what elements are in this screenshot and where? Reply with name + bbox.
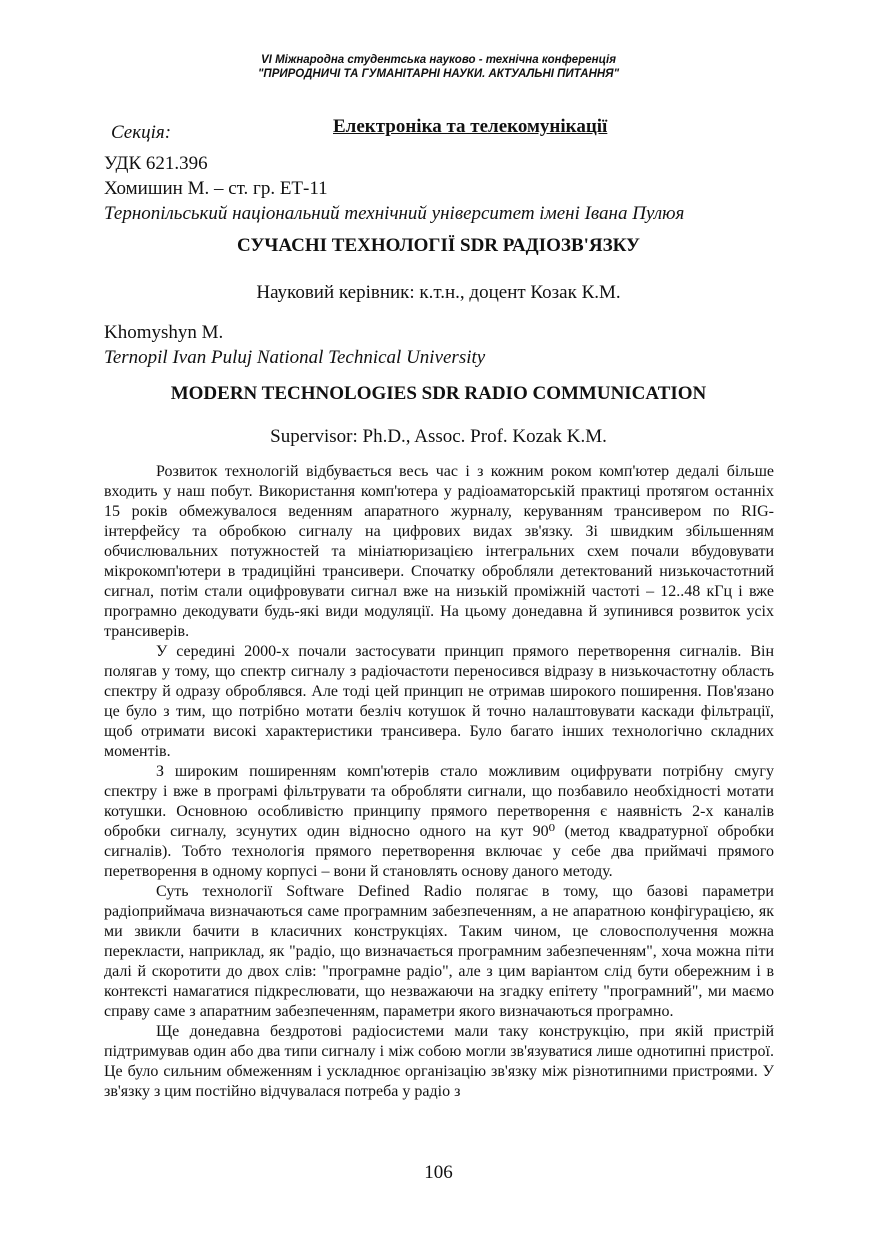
supervisor-ua: Науковий керівник: к.т.н., доцент Козак К.М. xyxy=(256,282,621,303)
body-text xyxy=(104,462,774,1102)
page-number: 106 xyxy=(424,1162,453,1183)
body-paragraph: Суть технології Software Defined Radio полягає в тому, що базові параметри радіоприймача визначаються саме програмним забезпеченням, а не апаратною конфігурацією, як ми звикли бачити в класичних конструкціях. Таким чином, це словосполучення можна перекласти, наприклад, як "радіо, що визначається програмним забезпеченням", хоча можна піти далі й скоротити до двох слів: "програмне радіо", але з цим варіантом слід бути обережним і в контексті намагатися підкреслювати, що незважаючи на згадку епітету "програмний", ми маємо справу саме з апаратним забезпеченням, параметри якого визначаються програмно. xyxy=(104,883,774,1020)
body-paragraph: З широким поширенням комп'ютерів стало можливим оцифрувати потрібну смугу спектру і вже в програмі фільтрувати та обробляти сигнали, що позбавило необхідності мотати котушки. Основною особливістю принципу прямого перетворення є наявність 2-х каналів обробки сигналу, зсунутих один відносно одного на кут 90⁰ (метод квадратурної обробки сигналів). Тобто технологія прямого перетворення включає у себе два приймачі прямого перетворення в одному корпусі – вони й становлять основу даного методу. xyxy=(104,763,774,880)
conference-header-line-1: VI Міжнародна студентська науково - технічна конференція xyxy=(261,54,616,66)
conference-header xyxy=(0,53,877,81)
paper-title-ua: СУЧАСНІ ТЕХНОЛОГІЇ SDR РАДІОЗВ'ЯЗКУ xyxy=(237,235,640,256)
author-block-ua xyxy=(104,151,684,226)
supervisor-en: Supervisor: Ph.D., Assoc. Prof. Kozak K.M. xyxy=(270,426,607,447)
affiliation-en: Ternopil Ivan Puluj National Technical University xyxy=(104,347,486,368)
author-ua: Хомишин М. – ст. гр. ЕТ-11 xyxy=(104,178,328,199)
body-paragraph: У середині 2000-х почали застосувати принцип прямого перетворення сигналів. Він полягав у тому, що спектр сигналу з радіочастоти переносився відразу в низькочастотну область спектру й одразу оброблявся. Але тоді цей принцип не отримав широкого поширення. Пов'язано це було з тим, що потрібно мотати безліч котушок й точно налаштовувати каскади фільтрації, щоб отримати високі характеристики трансивера. Було багато інших технологічно складних моментів. xyxy=(104,643,774,760)
section-name: Електроніка та телекомунікації xyxy=(333,116,608,137)
body-paragraph: Розвиток технологій відбувається весь час і з кожним роком комп'ютер дедалі більше входить у наш побут. Використання комп'ютера у радіоаматорській практиці протягом останніх 15 років обмежувалося веденням апаратного журналу, керуванням трансивером по RIG-інтерфейсу та обробкою сигналу на цифрових видах зв'язку. Зі швидким збільшенням обчислювальних потужностей та мініатюризацією інтегральних схем почали вбудовувати мікрокомп'ютери в традиційні трансивери. Спочатку обробляли детектований низькочастотний сигнал, потім стали оцифровувати сигнал вже на низькій проміжній частоті – 12..48 кГц і вже програмно декодувати будь-які види модуляції. На цьому донедавна й зупинився розвиток усіх трансиверів. xyxy=(104,463,774,640)
paper-title-en: MODERN TECHNOLOGIES SDR RADIO COMMUNICATION xyxy=(170,383,707,404)
conference-header-line-2: "ПРИРОДНИЧІ ТА ГУМАНІТАРНІ НАУКИ. АКТУАЛЬНІ ПИТАННЯ" xyxy=(257,68,620,80)
affiliation-ua: Тернопільський національний технічний університет імені Івана Пулюя xyxy=(104,203,685,224)
body-paragraph: Ще донедавна бездротові радіосистеми мали таку конструкцію, при якій пристрій підтримував один або два типи сигналу і між собою могли зв'язуватися лише однотипні пристрої. Це було сильним обмеженням і ускладнює організацію зв'язку між різнотипними пристроями. У зв'язку з цим постійно відчувалася потреба у радіо з xyxy=(104,1023,774,1100)
author-block-en xyxy=(104,320,485,370)
udk-code: УДК 621.396 xyxy=(104,153,208,174)
section-label: Секція: xyxy=(111,122,172,143)
author-en: Khomyshyn M. xyxy=(104,322,224,343)
section-row xyxy=(0,116,877,146)
